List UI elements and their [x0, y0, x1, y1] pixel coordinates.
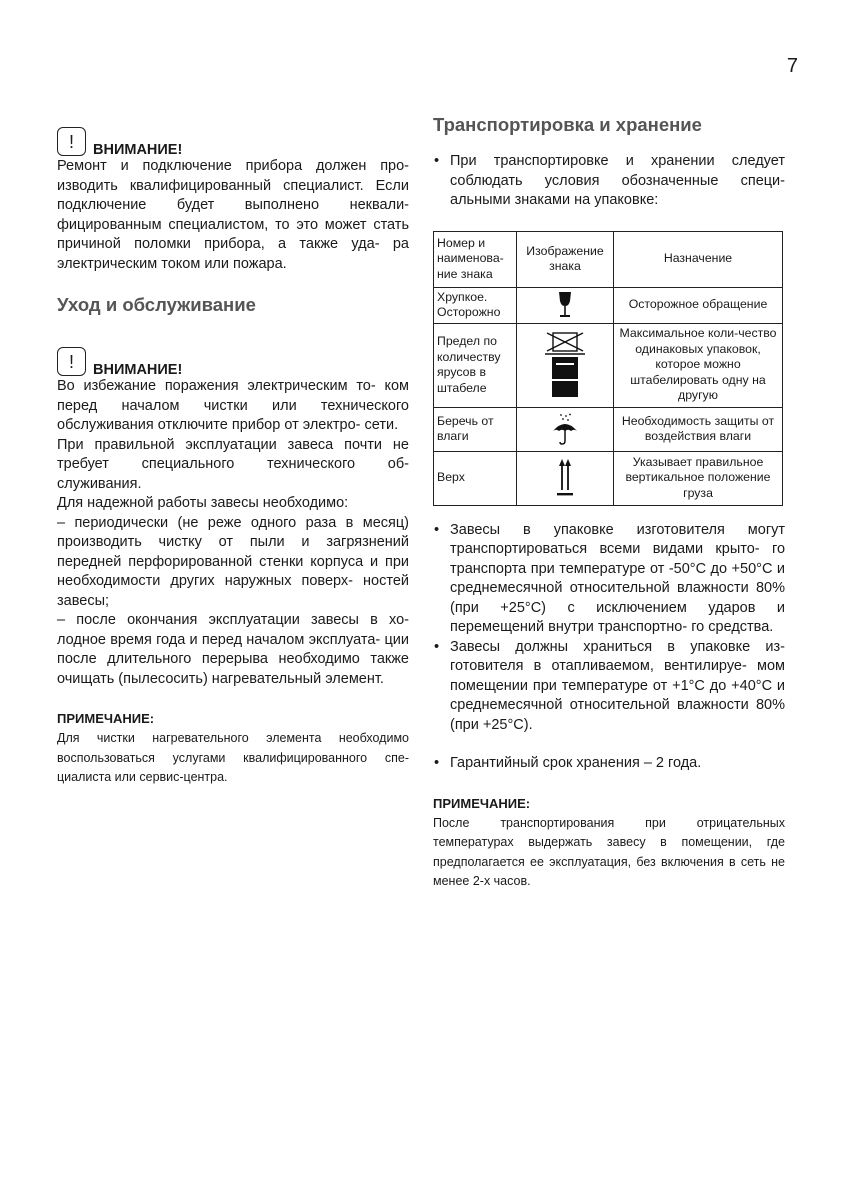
- sign-name: Верх: [434, 451, 517, 505]
- table-row: [434, 407, 783, 451]
- care-paragraph: При правильной эксплуатации завеса почти не требует специального технического об- служивания.: [57, 436, 409, 492]
- table-header: Назначение: [614, 231, 783, 287]
- fragile-glass-icon: [557, 291, 573, 319]
- sign-name: Беречь от влаги: [434, 407, 517, 451]
- table-header-row: [434, 231, 783, 287]
- list-item: • Завесы в упаковке изготовителя могут транспортироваться всеми видами крыто- го транспорта при температуре от -50°C до +50°C и среднемесячной относительной влажности 80% (при +25°C) с исключением ударов и перемещений внутри транспортно- го средства.: [433, 521, 785, 638]
- stack-limit-icon: [543, 331, 587, 399]
- list-item: • Завесы должны храниться в упаковке из- готовителя в отапливаемом, вентилируе- мом помещении при температуре от +1°C до +40°C и среднемесячной относительной влажности 80% (при +25°C).: [433, 638, 785, 736]
- sign-purpose: Указывает правильное вертикальное положение груза: [614, 451, 783, 505]
- sign-image-cell: [517, 451, 614, 505]
- exclamation-icon: !: [57, 347, 86, 376]
- sign-name: Предел по количеству ярусов в штабеле: [434, 323, 517, 407]
- table-header: Изображение знака: [517, 231, 614, 287]
- sign-purpose: Осторожное обращение: [614, 287, 783, 323]
- sign-purpose: Максимальное коли-чество одинаковых упаковок, которое можно штабелировать одну на другую: [614, 323, 783, 407]
- list-item: • При транспортировке и хранении следует соблюдать условия обозначенные специ- альными знаками на упаковке:: [433, 152, 785, 211]
- warning-title: ВНИМАНИЕ!: [93, 142, 183, 158]
- sign-image-cell: [517, 287, 614, 323]
- this-way-up-icon: [555, 458, 575, 498]
- sign-purpose: Необходимость защиты от воздействия влаги: [614, 407, 783, 451]
- right-column: [433, 114, 785, 892]
- exclamation-icon: !: [57, 127, 86, 156]
- maintenance-paragraph: Для надежной работы завесы необходимо: – периодически (не реже одного раза в месяц) производить чистку от пыли и загрязнений передней перфорированной стенки корпуса и при необходимости других наружных поверх- ностей завесы; – после окончания эксплуатации завесы в хо- лодное время года и перед началом эксплуата- ции после длительного перерыва необходимо также очищать (пылесосить) нагревательный элемент.: [57, 495, 410, 687]
- warning-heading: [57, 338, 409, 376]
- note-text: После транспортирования при отрицательных температурах выдержать завесу в помещении, где предполагается ее эксплуатация, без включения в сеть не менее 2-х часов.: [433, 815, 785, 888]
- table-header: Номер и наименова-ние знака: [434, 231, 517, 287]
- note-title: ПРИМЕЧАНИЕ:: [57, 711, 155, 726]
- list-item: • Гарантийный срок хранения – 2 года.: [433, 754, 785, 774]
- sign-name: Хрупкое. Осторожно: [434, 287, 517, 323]
- note-title: ПРИМЕЧАНИЕ:: [433, 795, 531, 811]
- table-row: [434, 287, 783, 323]
- section-title-transport: Транспортировка и хранение: [433, 114, 702, 135]
- table-row: [434, 323, 783, 407]
- section-title-care: Уход и обслуживание: [57, 294, 256, 315]
- sign-image-cell: [517, 323, 614, 407]
- sign-image-cell: [517, 407, 614, 451]
- table-row: [434, 451, 783, 505]
- warning-text: Ремонт и подключение прибора должен про- изводить квалифицированный специалист. Если подключение будет выполнено неквали- фицированным специалистом, то это может стать причиной поломки прибора, а также уда- ра электрическим током или пожара.: [57, 158, 409, 272]
- warning-text: Во избежание поражения электрическим то- ком перед началом чистки или технического обслуживания отключите прибор от электро- сети.: [57, 378, 409, 433]
- note-text: Для чистки нагревательного элемента необходимо воспользоваться услугами квалифицированного спе- циалиста или сервис-центра.: [57, 731, 409, 784]
- left-column: [57, 118, 409, 788]
- warning-title: ВНИМАНИЕ!: [93, 362, 183, 378]
- storage-list: [433, 521, 785, 774]
- umbrella-icon: [552, 413, 578, 445]
- page-number: 7: [786, 55, 798, 77]
- intro-list: [433, 152, 785, 211]
- packaging-signs-table: [433, 231, 783, 506]
- warning-heading: [57, 118, 409, 156]
